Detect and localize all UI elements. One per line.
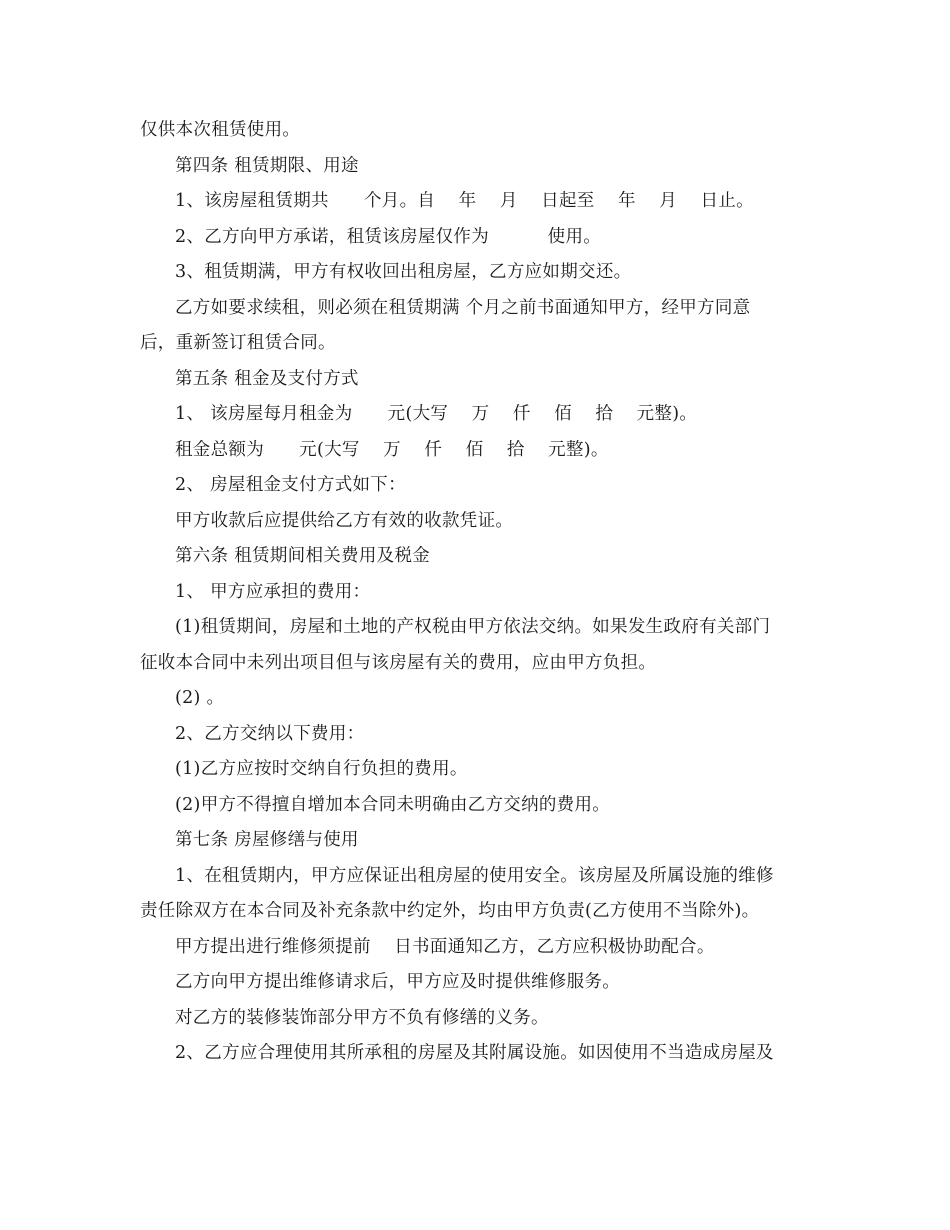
- text-line: 3、租赁期满，甲方有权收回出租房屋，乙方应如期交还。: [175, 262, 632, 282]
- text-line: 租金总额为 元(大写 万 仟 佰 拾 元整)。: [175, 439, 609, 460]
- text-line: 征收本合同中未列出项目但与该房屋有关的费用，应由甲方负担。: [140, 652, 657, 673]
- section-heading-article-5: 第五条 租金及支付方式: [175, 368, 359, 389]
- text-line: 1、 甲方应承担的费用：: [175, 581, 371, 602]
- document-body: [140, 113, 815, 1072]
- text-line: 1、该房屋租赁期共 个月。自 年 月 日起至 年 月 日止。: [175, 191, 754, 211]
- text-line: 2、乙方向甲方承诺，租赁该房屋仅作为 使用。: [175, 226, 602, 247]
- text-line: 乙方如要求续租，则必须在租赁期满 个月之前书面通知甲方，经甲方同意: [175, 297, 751, 318]
- text-line: (1)乙方应按时交纳自行负担的费用。: [175, 759, 468, 779]
- text-line: (2)甲方不得擅自增加本合同未明确由乙方交纳的费用。: [175, 794, 611, 815]
- text-line: (1)租赁期间，房屋和土地的产权税由甲方依法交纳。如果发生政府有关部门: [175, 617, 771, 637]
- text-line: 甲方收款后应提供给乙方有效的收款凭证。: [175, 510, 514, 531]
- text-line: 2、 房屋租金支付方式如下：: [175, 475, 406, 495]
- section-heading-article-6: 第六条 租赁期间相关费用及税金: [175, 546, 431, 566]
- text-line: 对乙方的装修装饰部分甲方不负有修缮的义务。: [175, 1007, 549, 1028]
- text-line: 甲方提出进行维修须提前 日书面通知乙方，乙方应积极协助配合。: [175, 936, 715, 957]
- text-line: 1、 该房屋每月租金为 元(大写 万 仟 佰 拾 元整)。: [175, 404, 698, 424]
- text-line: 2、乙方交纳以下费用：: [175, 723, 365, 744]
- section-heading-article-4: 第四条 租赁期限、用途: [175, 155, 359, 176]
- section-heading-article-7: 第七条 房屋修缮与使用: [175, 830, 359, 850]
- text-line: (2) 。: [175, 688, 225, 708]
- text-line: 乙方向甲方提出维修请求后，甲方应及时提供维修服务。: [175, 972, 620, 992]
- text-line: 2、乙方应合理使用其所承租的房屋及其附属设施。如因使用不当造成房屋及: [175, 1043, 774, 1063]
- text-line: 责任除双方在本合同及补充条款中约定外，均由甲方负责(乙方使用不当除外)。: [140, 901, 760, 921]
- text-line: 后，重新签订租赁合同。: [140, 333, 336, 353]
- text-line: 1、在租赁期内，甲方应保证出租房屋的使用安全。该房屋及所属设施的维修: [175, 865, 774, 886]
- text-line: 仅供本次租赁使用。: [140, 120, 301, 140]
